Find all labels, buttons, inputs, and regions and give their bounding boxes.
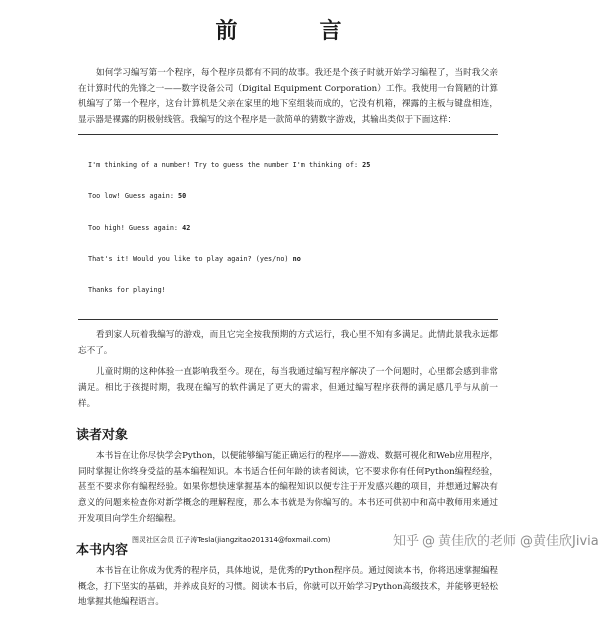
- code-line: That's it! Would you like to play again? (yes/no) no: [88, 254, 301, 263]
- paragraph: 看到家人玩着我编写的游戏，而且它完全按我预期的方式运行，我心里不知有多满足。此情此景我永远都忘不了。: [78, 330, 498, 356]
- watermark-platform: 知乎: [393, 534, 420, 549]
- intro-section: [78, 66, 498, 128]
- code-line: Thanks for playing!: [88, 286, 166, 295]
- paragraph: 本书旨在让你尽快学会Python，以便能够编写能正确运行的程序——游戏、数据可视化和Web应用程序，同时掌握让你终身受益的基本编程知识。本书适合任何年龄的读者阅读，它不要求你有任何Python编程经验，甚至不要求你有编程经验。如果你想快速掌握基本的编程知识以便专注于开发感兴趣的项目，并想通过解决有意义的问题来检查你对新学概念的理解程度，那么本书就是为你编写的。本书还可供初中和高中教师用来通过开发项目向学生介绍编程。: [78, 451, 498, 524]
- paragraph: 本书旨在让你成为优秀的程序员，具体地说，是优秀的Python程序员。通过阅读本书，你将迅速掌握编程概念，打下坚实的基础，并养成良好的习惯。阅读本书后，你就可以开始学习Python高级技术，并能够更轻松地掌握其他编程语言。: [78, 566, 498, 608]
- paragraph: 儿童时期的这种体验一直影响我至今。现在，每当我通过编写程序解决了一个问题时，心里都会感到非常满足。相比于孩提时期，我现在编写的软件满足了更大的需求，但通过编写程序获得的满足感几乎与从前一样。: [78, 367, 498, 409]
- watermark-author: 黄佳欣的老师: [438, 534, 517, 549]
- section-heading-contents: 本书内容: [76, 543, 129, 559]
- watermark-handle: @黄佳欣Jivia: [520, 534, 599, 549]
- section-heading-audience: 读者对象: [76, 428, 129, 444]
- code-line: I'm thinking of a number! Try to guess the number I'm thinking of: 25: [88, 161, 371, 170]
- code-output-box: [78, 134, 498, 320]
- after-code-section: [78, 328, 498, 412]
- code-line: Too high! Guess again: 42: [88, 223, 191, 232]
- page-footer: 图灵社区会员 江子涛Tesla(jiangzitao201314@foxmail.com): [132, 536, 331, 544]
- watermark: [393, 530, 599, 549]
- watermark-separator: @: [422, 534, 436, 549]
- page-title: 前 言: [215, 19, 372, 44]
- paragraph: 如何学习编写第一个程序，每个程序员都有不同的故事。我还是个孩子时就开始学习编程了，当时我父亲在计算时代的先锋之一——数字设备公司（Digital Equipment Corporation）工作。我使用一台简陋的计算机编写了第一个程序，这台计算机是父亲在家里的地下室组装而成的，它没有机箱，裸露的主板与键盘相连，显示器是裸露的阴极射线管。我编写的这个程序是一款简单的猜数字游戏，其输出类似于下面这样：: [78, 68, 498, 125]
- code-line: Too low! Guess again: 50: [88, 192, 187, 201]
